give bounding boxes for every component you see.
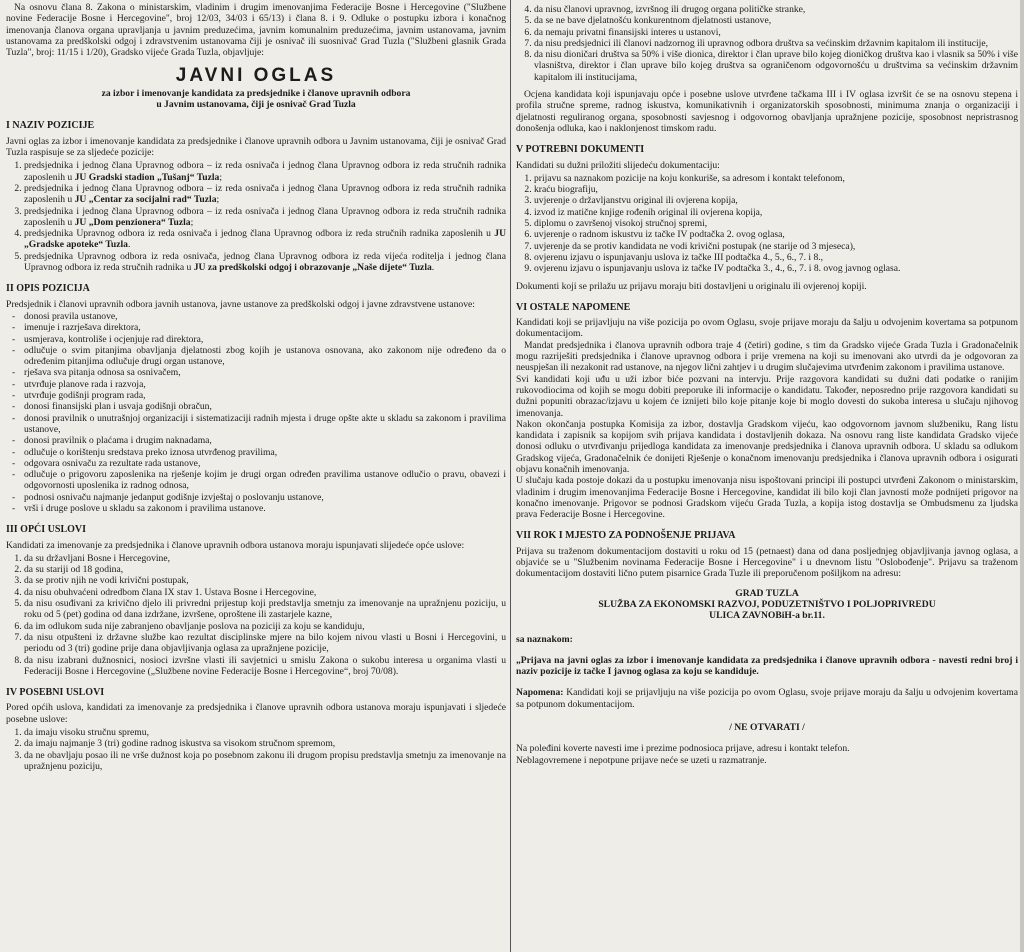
- list-item: 7. da nisu otpušteni iz državne službe kao rezultat disciplinske mjere na bilo kojem nivou vlasti u Bosni i Hercegovini, u periodu od 3 (tri) godine prije dana objavljivanja oglasa za upražnjene pozicije,: [24, 632, 506, 655]
- special-conditions-list-continued: [516, 4, 1018, 83]
- address-line: ULICA ZAVNOBiH-a br.11.: [709, 610, 825, 622]
- section-heading: VII ROK I MJESTO ZA PODNOŠENJE PRIJAVA: [516, 530, 736, 542]
- list-item: 9. ovjerenu izjavu o ispunjavanju uslova iz tačke IV podtačka 3., 4., 6., 7. i 8. ovog javnog oglasa.: [534, 263, 1018, 274]
- subtitle-line: za izbor i imenovanje kandidata za predsjednike i članove upravnih odbora: [101, 88, 411, 100]
- do-not-open: / NE OTVARATI /: [729, 722, 805, 734]
- section-heading: VI OSTALE NAPOMENE: [516, 301, 631, 313]
- envelope-back-note: Na poleđini koverte navesti ime i prezime podnosioca prijave, adresu i kontakt telefon.: [516, 743, 850, 755]
- list-item: - vrši i druge poslove u skladu sa zakonom i pravilima ustanove.: [24, 503, 506, 514]
- list-item: - usmjerava, kontroliše i ocjenjuje rad direktora,: [24, 334, 506, 345]
- list-item: - utvrđuje planove rada i razvoja,: [24, 379, 506, 390]
- late-applications-note: Neblagovremene i nepotpune prijave neće se uzeti u razmatranje.: [516, 754, 767, 766]
- right-column: [516, 2, 1018, 766]
- list-item: - odlučuje o korištenju sredstava preko iznosa utvrđenog pravilima,: [24, 447, 506, 458]
- list-item: - donosi pravilnik o plaćama i drugim naknadama,: [24, 435, 506, 446]
- subtitle-line: u Javnim ustanovama, čiji je osnivač Grad Tuzla: [156, 99, 356, 111]
- list-item: - odlučuje o svim pitanjima obavljanja djelatnosti zbog kojih je ustanova osnovana, ako zakonom nije određeno da o određenim pitanjima odlučuje drugi organ ustanove,: [24, 345, 506, 368]
- list-item: 5. predsjednika Upravnog odbora iz reda osnivača, jednog člana Upravnog odbora iz reda vijeća roditelja i jednog člana Upravnog odbora iz reda stručnih radnika u JU za predškolski odgoj i obrazovanje „Naše dijete“ Tuzla.: [24, 251, 506, 274]
- list-item: - utvrđuje godišnji program rada,: [24, 390, 506, 401]
- section-heading: V POTREBNI DOKUMENTI: [516, 144, 645, 156]
- list-item: 5. da nisu osuđivani za krivično djelo ili privredni prijestup koji predstavlja smetnju za imenovanje na upražnjenu poziciju, u roku od 5 (pet) godina od dana izdržane, izvršene, oproštene ili zastarjele kazne,: [24, 598, 506, 621]
- envelope-marking: „Prijava na javni oglas za izbor i imenovanje kandidata za predsjednika i članove upravnih odbora - navesti redni broj i naziv pozicije iz tačke I javnog oglasa za koju se kandiduje.: [516, 654, 1018, 678]
- list-item: 2. da imaju najmanje 3 (tri) godine radnog iskustva sa visokom stručnom spremom,: [24, 738, 506, 749]
- section-heading: I NAZIV POZICIJE: [6, 120, 95, 132]
- list-item: 2. predsjednika i jednog člana Upravnog odbora – iz reda osnivača i jednog člana Upravnog odbora iz reda stručnih radnika zaposlenih u JU „Centar za socijalni rad“ Tuzla;: [24, 183, 506, 206]
- list-item: - odgovara osnivaču za rezultate rada ustanove,: [24, 458, 506, 469]
- evaluation-note: Ocjena kandidata koji ispunjavaju opće i posebne uslove utvrđene tačkama III i IV oglasa izvršit će se na osnovu stepena i profila stručne spreme, radnog iskustva, komunikativnih i organizatorskih sposobnosti, minimuma znanja o organizaciji i djelatnosti reguliranog organa, sposobnosti savjesnog i odgovornog obavljanja upražnjene pozicije, sposobnost nepristrasnog donošenja odluka, kao i naklonjenost timskom radu.: [516, 89, 1018, 134]
- list-item: 3. da se protiv njih ne vodi krivični postupak,: [24, 575, 506, 586]
- documents-list: [516, 173, 1018, 275]
- list-item: 7. uvjerenje da se protiv kandidata ne vodi krivični postupak (ne starije od 3 mjeseca),: [534, 241, 1018, 252]
- section-paragraph: U slučaju kada postoje dokazi da u postupku imenovanja nisu ispoštovani principi ili postupci utvrđeni Zakonom o ministarskim, vladinim i drugim imenovanjima Federacije Bosne i Hercegovine, kandidat ili bilo koji član javnosti može podnijeti prigovor na konačno imenovanje. Prigovor se podnosi Gradskom vijeću Grada Tuzla, a kopija istog dostavlja se Ombudsmenu za ljudska prava Federacije Bosne i Hercegovine.: [516, 475, 1018, 521]
- list-item: - rješava sva pitanja odnosa sa osnivačem,: [24, 367, 506, 378]
- mailing-address: [516, 588, 1018, 622]
- special-conditions-list: [6, 727, 506, 772]
- duty-list: [6, 311, 506, 514]
- list-item: 1. da imaju visoku stručnu spremu,: [24, 727, 506, 738]
- section-paragraph: Mandat predsjednika i članova upravnih odbora traje 4 (četiri) godine, s tim da Gradsko vijeće Grada Tuzla i Gradonačelnik mogu razriješiti predsjednika i članove upravnog odbora i prije vremena na koji su imenovani ako utvrdi da je odgovoran za neuspješan ili nezakonit rad ustanove, na njegov lični zahtjev i u drugim slučajevima utvrđenim zakonom i pravilima ustanove.: [516, 339, 1018, 374]
- section-paragraph: Nakon okončanja postupka Komisija za izbor, dostavlja Gradskom vijeću, kao odgovornom javnom službeniku, Rang listu kandidata i zapisnik sa kopijom svih prijava kandidata i dostavljenih dokaza. Na osnovu rang liste kandidata Gradsko vijeće donosi odluku o utvrđivanju prijedloga kandidata za imenovanje predsjednika i članova upravnih odbora. U skladu sa odlukom Gradskog vijeća, Gradonačelnik će donijeti Rješenje o konačnom imenovanju predsjednika i članova upravnih odbora i osigurati objavu konačnih imenovanja.: [516, 418, 1018, 475]
- list-item: 1. predsjednika i jednog člana Upravnog odbora – iz reda osnivača i jednog člana Upravnog odbora iz reda stručnih radnika zaposlenih u JU Gradski stadion „Tušanj“ Tuzla;: [24, 160, 506, 183]
- section-text: Kandidati su dužni priložiti slijedeću dokumentaciju:: [516, 159, 720, 171]
- ad-title: JAVNI OGLAS: [175, 65, 337, 87]
- section-heading: II OPIS POZICIJA: [6, 283, 90, 295]
- column-divider: [510, 0, 511, 952]
- list-item: 7. da nisu predsjednici ili članovi nadzornog ili upravnog odbora društva sa većinskim državnim kapitalom ili institucije,: [534, 38, 1018, 49]
- list-item: 5. da se ne bave djelatnošću konkurentnom djelatnosti ustanove,: [534, 15, 1018, 26]
- list-item: 2. kraću biografiju,: [534, 184, 1018, 195]
- general-conditions-list: [6, 553, 506, 677]
- list-item: 4. da nisu članovi upravnog, izvršnog ili drugog organa političke stranke,: [534, 4, 1018, 15]
- section-paragraph: Kandidati koji se prijavljuju na više pozicija po ovom Oglasu, svoje prijave moraju da šalju u odvojenim kovertama sa potpunom dokumentacijom.: [516, 317, 1018, 340]
- note-label: Napomena:: [516, 687, 564, 699]
- list-item: - podnosi osnivaču najmanje jedanput godišnje izvještaj o poslovanju ustanove,: [24, 492, 506, 503]
- address-line: GRAD TUZLA: [735, 587, 799, 599]
- list-item: 6. uvjerenje o radnom iskustvu iz tačke IV podtačka 2. ovog oglasa,: [534, 229, 1018, 240]
- section-paragraph: Svi kandidati koji uđu u uži izbor biće pozvani na intervju. Prije razgovora kandidati su dužni dati podatke o ranijim rukovodiocima od kojih se mogu dobiti preporuke ili informacije o kandidatu. Također, neposredno prije razgovora kandidati su dužni popuniti obrazac/izjavu u kojem će iznijeti bilo koje pitanje koje bi moglo dovesti do sukoba interesa u slučaju njihovog imenovanja.: [516, 373, 1018, 419]
- position-list: [6, 160, 506, 273]
- ad-subtitle: [6, 88, 506, 110]
- section-heading: III OPĆI USLOVI: [6, 524, 87, 536]
- list-item: 3. uvjerenje o državljanstvu original ili ovjerena kopija,: [534, 195, 1018, 206]
- section-text: Prijava su traženom dokumentacijom dostaviti u roku od 15 (petnaest) dana od dana posljednjeg objavljivanja javnog oglasa, a objaviće se u "Službenim novinama Federacije Bosne i Hercegovine" i u dnevnom listu "Oslobođenje". Prijavu sa traženom dokumentacijom dostaviti lično putem pisarnice Grada Tuzle ili preporučenom pošiljkom na adresu:: [516, 545, 1018, 580]
- list-item: - donosi finansijski plan i usvaja godišnji obračun,: [24, 401, 506, 412]
- list-item: 8. da nisu izabrani dužnosnici, nosioci izvršne vlasti ili savjetnici u smislu Zakona o sukobu interesa u organima vlasti u Federaciji Bosne i Hercegovine („Službene novine Federacije Bosne i Hercegovine“, broj 70/08).: [24, 655, 506, 678]
- marking-label: sa naznakom:: [516, 633, 573, 645]
- section-text: Kandidati za imenovanje za predsjednika i članove upravnih odbora ustanova moraju ispunjavati slijedeće opće uslove:: [6, 539, 465, 551]
- list-item: 6. da im odlukom suda nije zabranjeno obavljanje poslova na poziciji za koju se kandiduju,: [24, 621, 506, 632]
- submission-note: [516, 687, 1018, 710]
- intro-paragraph: Na osnovu člana 8. Zakona o ministarskim, vladinim i drugim imenovanjima Federacije Bosne i Hercegovine ("Službene novine Federacije Bosne i Hercegovine", broj 12/03, 34/03 i 65/13) i člana 8. i 9. Odluke o postupku izbora i konačnog imenovanja članova organa upravljanja u javnim preduzećima, javnim komunalnim preduzećima, javnim ustanovama, javnim ustanovama za predškolski odgoj i zdravstvenim ustanovama čiji je osnivač ili suosnivač Grad Tuzla ("Službeni glasnik Grada Tuzla", broj: 11/15 i 1/20), Gradsko vijeće Grada Tuzla, objavljuje:: [6, 2, 506, 59]
- list-item: - odlučuje o prigovoru zaposlenika na rješenje kojim je drugi organ određen pravilima ustanove odlučio o pravu, obavezi i odgovornosti uposlenika iz radnog odnosa,: [24, 469, 506, 492]
- list-item: - donosi pravila ustanove,: [24, 311, 506, 322]
- list-item: 4. da nisu obuhvaćeni odredbom člana IX stav 1. Ustava Bosne i Hercegovine,: [24, 587, 506, 598]
- section-heading: IV POSEBNI USLOVI: [6, 687, 105, 699]
- page-edge: [1020, 0, 1024, 952]
- list-item: 1. da su državljani Bosne i Hercegovine,: [24, 553, 506, 564]
- list-item: - donosi pravilnik o unutrašnjoj organizaciji i sistematizaciji radnih mjesta i druge opšte akte u skladu sa zakonom i pravilima ustanove,: [24, 413, 506, 436]
- list-item: 6. da nemaju privatni finansijski interes u ustanovi,: [534, 27, 1018, 38]
- list-item: 5. diplomu o završenoj visokoj stručnoj spremi,: [534, 218, 1018, 229]
- left-column: [6, 2, 506, 772]
- note-text: Kandidati koji se prijavljuju na više pozicija po ovom Oglasu, svoje prijave moraju da šalju u odvojenim kovertama sa potpunom dokumentacijom.: [516, 687, 1018, 710]
- list-item: - imenuje i razrješava direktora,: [24, 322, 506, 333]
- list-item: 3. da ne obavljaju posao ili ne vrše dužnost koja po posebnom zakonu ili drugom propisu predstavlja smetnju za imenovanje na upražnjenu poziciju,: [24, 750, 506, 773]
- documents-note: Dokumenti koji se prilažu uz prijavu moraju biti dostavljeni u originalu ili ovjerenoj kopiji.: [516, 280, 867, 292]
- list-item: 1. prijavu sa naznakom pozicije na koju konkuriše, sa adresom i kontakt telefonom,: [534, 173, 1018, 184]
- section-text: Javni oglas za izbor i imenovanje kandidata za predsjednike i članove upravnih odbora u Javnim ustanovama, čiji je osnivač Grad Tuzla raspisuje se za sljedeće pozicije:: [6, 135, 506, 159]
- address-line: SLUŽBA ZA EKONOMSKI RAZVOJ, PODUZETNIŠTVO I POLJOPRIVREDU: [598, 598, 936, 610]
- list-item: 3. predsjednika i jednog člana Upravnog odbora – iz reda osnivača i jednog člana Upravnog odbora iz reda stručnih radnika zaposlenih u JU „Dom penzionera“ Tuzla;: [24, 206, 506, 229]
- list-item: 2. da su stariji od 18 godina,: [24, 564, 506, 575]
- list-item: 4. izvod iz matične knjige rođenih original ili ovjerena kopija,: [534, 207, 1018, 218]
- list-item: 4. predsjednika Upravnog odbora iz reda osnivača i jednog člana Upravnog odbora iz reda stručnih radnika zaposlenih u JU „Gradske apoteke“ Tuzla.: [24, 228, 506, 251]
- section-text: Pored općih uslova, kandidati za imenovanje za predsjednika i članove upravnih odbora ustanova moraju ispunjavati i sljedeće posebne uslove:: [6, 702, 506, 725]
- list-item: 8. ovjerenu izjavu o ispunjavanju uslova iz tačke III podtačka 4., 5., 6., 7. i 8.,: [534, 252, 1018, 263]
- list-item: 8. da nisu dioničari društva sa 50% i više dionica, direktor i član uprave bilo kojeg dioničkog društva kao i vlasnik sa 50% i više vlasništva, direktor i član uprave bilo kojeg društva sa ograničenom odgovornošću u društvima sa većinskim državnim kapitalom ili institucijama,: [534, 49, 1018, 83]
- section-text: Predsjednik i članovi upravnih odbora javnih ustanova, javne ustanove za predškolski odgoj i javne zdravstvene ustanove:: [6, 298, 475, 310]
